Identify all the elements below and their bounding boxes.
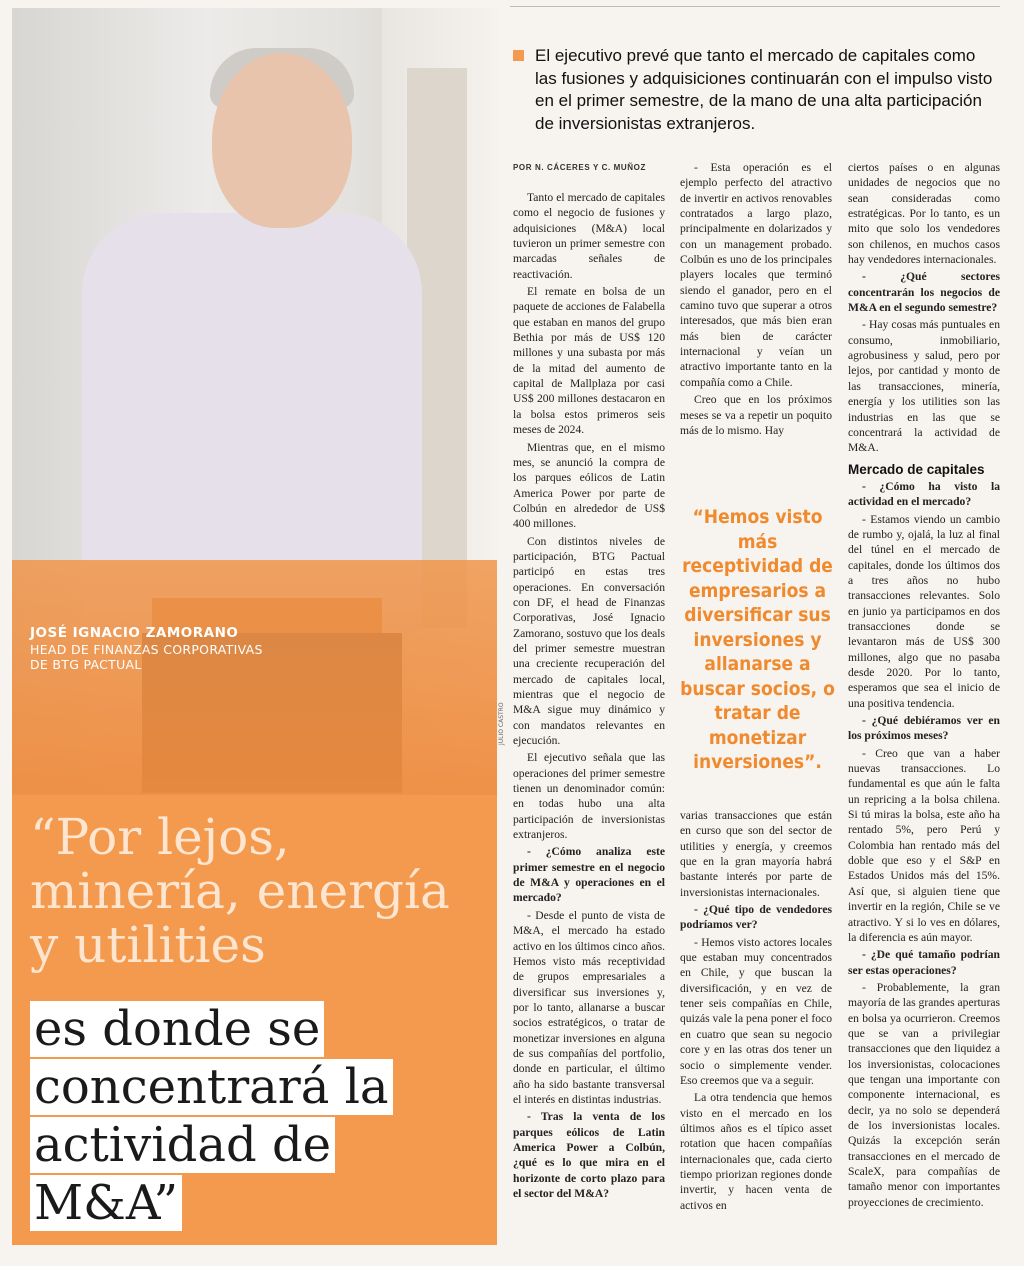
top-rule [510,6,1000,7]
byline: POR N. CÁCERES Y C. MUÑOZ [513,163,646,172]
interview-question: - ¿Qué sectores concentrarán los negocios de M&A en el segundo semestre? [848,270,1000,315]
headline-part2 [30,1000,490,1232]
paragraph: - Hemos visto actores locales que estaban muy concentrados en Chile, y que buscan la diversificación, y en vez de tener seis compañías en Chile, quizás vale la pena poner el foco en cuatro que sean su negocio core y en las otras dos tener un socio o simplemente vender. Eso creemos que va a seguir. [680,935,832,1087]
column-1 [513,190,665,1203]
photo-head [212,53,352,228]
interview-question: - ¿Qué debiéramos ver en los próximos meses? [848,714,1000,743]
paragraph: Creo que en los próximos meses se va a repetir un poquito más de lo mismo. Hay [680,393,832,437]
interview-question: - Tras la venta de los parques eólicos de Latin America Power a Colbún, ¿qué es lo que mira en el horizonte de corto plazo para el sector del M&A? [513,1110,665,1200]
paragraph: - Estamos viendo un cambio de rumbo y, ojalá, la luz al final del túnel en el mercado de capitales, donde los últimos dos a tres años no hubo transacciones relevantes. Solo en junio ya participamos en dos transacciones donde se levantaron más de US$ 300 millones, algo que no pasaba desde 2020. Por lo tanto, esperamos que sea el inicio de una positiva tendencia. [848,512,1000,710]
interview-question: - ¿De qué tamaño podrían ser estas operaciones? [848,948,1000,977]
paragraph: - Desde el punto de vista de M&A, el mercado ha estado activo en los últimos cinco años. Hemos visto más receptividad de grupos empresariales a diversificar sus inversiones y, por lo tanto, allanarse a buscar socios estratégicos, o tratar de monetizar inversiones en alguna de sus compañías del portfolio, donde en particular, el último año ha sido bastante transversal el interés en distintas industrias. [513,908,665,1106]
paragraph: - Esta operación es el ejemplo perfecto del atractivo de invertir en activos renovables contratados a largo plazo, principalmente en dolarizados y con un management probado. Colbún es uno de los principales players locales que terminó siendo el ganador, pero en el camino tuvo que superar a otros interesados, que más bien eran más bien de carácter internacional y veían un atractivo importante tanto en la compañía como a Chile. [680,161,832,389]
headline-part1: “Por lejos, minería, energía y utilities [30,808,450,974]
pull-quote: “Hemos visto más receptividad de empresarios a diversificar sus inversiones y allanarse a buscar socios, o tratar de monetizar inversiones”. [680,506,835,773]
caption-role-line2: DE BTG PACTUAL [30,657,142,672]
section-heading: Mercado de capitales [848,461,985,477]
interview-question: - ¿Cómo analiza este primer semestre en el negocio de M&A y operaciones en el mercado? [513,845,665,905]
paragraph: El ejecutivo señala que las operaciones del primer semestre tienen un denominador común: en todas hubo una alta participación de inversionistas extranjeros. [513,751,665,842]
paragraph: Mientras que, en el mismo mes, se anunció la compra de los parques eólicos de Latin America Power por parte de Colbún en alrededor de US$ 400 millones. [513,440,665,531]
lead-text: El ejecutivo prevé que tanto el mercado de capitales como las fusiones y adquisiciones continuarán con el impulso visto en el primer semestre, de la mano de una alta participación de inversionistas extranjeros. [535,46,993,133]
paragraph: Tanto el mercado de capitales como el negocio de fusiones y adquisiciones (M&A) local tuvieron un primer semestre con marcadas señales de reactivación. [513,191,665,281]
column-2-top [680,160,832,440]
column-2-bottom [680,808,832,1215]
column-3 [848,160,1000,1212]
photo-credit: JULIO CASTRO [498,702,505,745]
paragraph: Con distintos niveles de participación, BTG Pactual participó en estas tres operaciones. En conversación con DF, el head de Finanzas Corporativas, José Ignacio Zamorano, sostuvo que los deals del primer semestre muestran una creciente recuperación del mercado de capitales local, mientras que el negocio de M&A sigue muy dinámico y con mandatos relevantes en ejecución. [513,534,665,748]
paragraph: El remate en bolsa de un paquete de acciones de Falabella que estaban en manos del grupo Bethia por más de US$ 120 millones y una subasta por más de la mitad del aumento de capital de Mallplaza por casi US$ 200 millones destacaron en la bolsa estos primeros seis meses de 2024. [513,285,665,437]
paragraph: varias transacciones que están en curso que son del sector de utilities y energía, y creemos que en la gran mayoría habrá bastante interés por parte de inversionistas internacionales. [680,809,832,899]
paragraph: - Creo que van a haber nuevas transacciones. Lo fundamental es que aún le falta un repricing a la bolsa chilena. Si tú miras la bolsa, este año ha rentado 5%, pero Perú y Colombia han rentado más del doble que eso y el S&P en Estados Unidos más del 15%. Así que, si alguien tiene que invertir en la región, Chile se ve atractivo. Y si lo ves en dólares, la diferencia es aún mayor. [848,746,1000,944]
lead-paragraph [513,45,993,135]
photo-caption-overlay [12,560,497,795]
interview-question: - ¿Cómo ha visto la actividad en el mercado? [848,479,1000,509]
paragraph: ciertos países o en algunas unidades de negocios que no sean consideradas como estratégicas. Por lo tanto, es un mito que solo los vendedores son chilenos, en muchos casos hay vendedores internacionales. [848,161,1000,267]
caption-role [30,642,263,672]
paragraph: - Probablemente, la gran mayoría de las grandes aperturas en bolsa ya ocurrieron. Creemos que se van a privilegiar transacciones que den liquidez a los inversionistas, colocaciones que tengan una importante con componente internacional, es decir, ya no solo se dependerá de los inversionistas locales. Quizás la excepción serán transacciones en el mercado de ScaleX, para compañías de tamaño menor con importantes proyecciones de crecimiento. [848,980,1000,1209]
orange-square-icon [513,50,524,61]
caption-name: JOSÉ IGNACIO ZAMORANO [30,625,239,641]
interview-question: - ¿Qué tipo de vendedores podríamos ver? [680,903,832,932]
caption-role-line1: HEAD DE FINANZAS CORPORATIVAS [30,642,263,657]
headline-part2-text: es donde se concentrará la actividad de M&A” [30,1001,393,1231]
paragraph: - Hay cosas más puntuales en consumo, inmobiliario, agrobusiness y salud, pero por lejos, por cantidad y monto de las transacciones, minería, energía y los utilities son las industrias en las que se concentrará la actividad de M&A. [848,318,1000,455]
paragraph: La otra tendencia que hemos visto en el mercado en los últimos años es el típico asset rotation que hacen compañías internacionales que, cada cierto tiempo priorizan regiones donde invertir, y hacen venta de activos en [680,1091,832,1212]
